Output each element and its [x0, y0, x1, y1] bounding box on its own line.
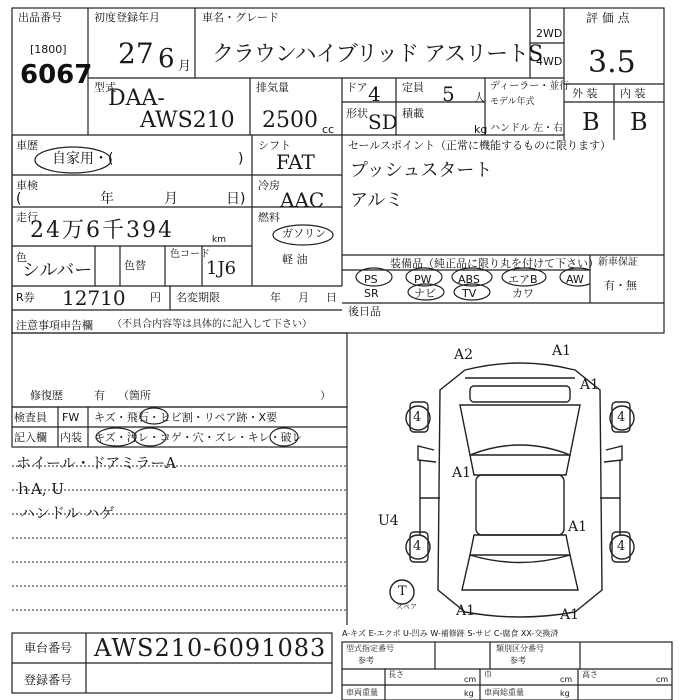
shift-label: シフト	[258, 139, 291, 152]
car-body-outline	[438, 363, 602, 617]
exterior-label: 外 装	[572, 87, 598, 100]
repair-part: （箇所	[118, 389, 151, 402]
fw-items: キズ・飛石・ヒビ割・リペア跡・X要	[94, 411, 278, 424]
lot-code: [1800]	[30, 43, 67, 56]
notes-hint: （不具合内容等は具体的に記入して下さい）	[112, 319, 312, 330]
name-change-label: 名変期限	[176, 291, 220, 304]
recycle-label: R券	[16, 291, 35, 304]
history-label: 車歴	[16, 139, 38, 152]
type-value-2: AWS210	[140, 108, 235, 133]
width-unit: cm	[560, 675, 573, 684]
ac-value: AAC	[280, 188, 325, 212]
name-change-month: 月	[298, 291, 309, 304]
capacity-value: 5	[442, 82, 455, 106]
height-unit: cm	[656, 675, 669, 684]
inspection-month: 月	[164, 191, 178, 207]
equip-airbag: エアB	[508, 273, 538, 286]
model-name: クラウンハイブリッド アスリートS	[212, 42, 543, 67]
height-label: 高さ	[582, 670, 598, 679]
first-reg-year: 27	[118, 37, 154, 70]
damage-legend: A-キズ E-エクボ U-凹み W-補修跡 S-サビ C-腐食 XX-交換済	[342, 629, 559, 638]
dealer-label: ディーラー・並行	[490, 81, 570, 92]
equipment-label: 装備品（純正品に限り丸を付けて下さい）	[390, 257, 599, 270]
int-items: キズ・汚レ・コゲ・穴・ズレ・キレ・破レ	[94, 431, 303, 444]
reg-label: 登録番号	[24, 673, 73, 687]
equip-sr: SR	[364, 287, 379, 300]
int-label: 内装	[60, 431, 82, 444]
damage-mark-4: A1	[452, 465, 472, 481]
vin-label: 車台番号	[24, 641, 73, 655]
equip-abs: ABS	[458, 273, 480, 286]
shape-label: 形状	[346, 107, 368, 120]
spare-sub: スペア	[396, 603, 417, 611]
equip-ps: PS	[364, 273, 378, 286]
tire-label-fr: 4	[617, 410, 626, 425]
equip-tv: TV	[462, 287, 477, 300]
history-close: )	[238, 151, 244, 167]
tire-label-rl: 4	[413, 539, 422, 554]
remark-1: ホイール・ドアミラーA	[16, 454, 177, 472]
remark-2: ｈA, U	[16, 480, 65, 498]
total-weight-unit: kg	[560, 689, 570, 698]
capacity-label: 定員	[402, 81, 424, 94]
damage-mark-6: A1	[568, 519, 588, 535]
load-label: 積載	[402, 107, 424, 120]
equip-pw: PW	[414, 273, 432, 286]
wheel-markers	[410, 402, 630, 562]
lot-number: 6067	[20, 60, 93, 90]
displacement-unit: cc	[322, 123, 335, 136]
sales-line-1: プッシュスタート	[350, 160, 493, 181]
inspection-label: 車検	[16, 179, 38, 192]
damage-mark-2: A1	[552, 343, 572, 359]
drive-2wd: 2WD	[536, 27, 563, 40]
exterior-grade: B	[582, 108, 600, 136]
car-damage-diagram	[370, 347, 670, 630]
name-change-day: 日	[326, 291, 337, 304]
repair-value: 有	[94, 389, 105, 402]
total-weight-label: 車両総重量	[484, 688, 524, 697]
door-label: ドア	[346, 81, 368, 94]
type-label: 型式	[94, 81, 116, 94]
fuel-light: 軽 油	[282, 253, 308, 266]
damage-mark-3: A1	[580, 377, 600, 393]
interior-label: 内 装	[620, 87, 646, 100]
tire-label-rr: 4	[617, 539, 626, 554]
inspection-open: (	[16, 191, 22, 207]
model-label: 車名・グレード	[202, 11, 279, 24]
new-car-value: 有・無	[604, 279, 637, 292]
equip-aw: AW	[566, 273, 584, 286]
fw-label: FW	[62, 411, 80, 424]
damage-mark-8: A1	[560, 607, 580, 623]
damage-mark-1: A2	[454, 347, 474, 363]
equip-leather: カワ	[512, 287, 534, 300]
inspector-circles	[88, 404, 348, 448]
capacity-unit: 人	[474, 91, 485, 104]
type-value-1: DAA-	[108, 86, 165, 111]
sales-label: セールスポイント（正常に機能するものに限ります）	[348, 139, 612, 152]
interior-grade: B	[630, 108, 648, 136]
vin-value: AWS210-6091083	[94, 634, 327, 662]
first-reg-month-unit: 月	[178, 59, 192, 74]
mileage-unit: km	[212, 235, 226, 245]
history-value: 自家用・(	[52, 151, 114, 167]
weight-unit: kg	[464, 689, 474, 698]
ac-label: 冷房	[258, 179, 280, 192]
mileage-label: 走行	[16, 211, 38, 224]
new-car-label: 新車保証	[598, 257, 638, 268]
cert-ref-2: 参考	[510, 656, 526, 665]
color-change-label: 色替	[124, 259, 146, 272]
notes-label: 注意事項申告欄	[16, 319, 93, 332]
damage-mark-5: U4	[378, 513, 399, 529]
width-label: 巾	[484, 670, 492, 679]
model-year-label: モデル年式	[490, 97, 535, 107]
repair-close: ）	[320, 389, 331, 402]
displacement-value: 2500	[262, 108, 318, 133]
spare-label: T	[398, 584, 407, 599]
first-reg-label: 初度登録年月	[94, 11, 160, 24]
cert-label-2: 類別区分番号	[496, 644, 544, 653]
score-label: 評 価 点	[586, 11, 630, 25]
shape-value: SD	[368, 110, 398, 134]
cert-label-1: 型式指定番号	[346, 644, 394, 653]
length-label: 長さ	[388, 670, 404, 679]
remark-3: ハンドル ハゲ	[20, 504, 115, 522]
handle-label: ハンドル 左・右	[490, 123, 564, 134]
repair-label: 修復歴	[30, 389, 63, 402]
recycle-value: 12710	[62, 286, 126, 310]
damage-mark-7: A1	[456, 603, 476, 619]
displacement-label: 排気量	[256, 81, 289, 94]
mileage-value: 24万6千394	[30, 218, 174, 243]
recycle-unit: 円	[150, 291, 161, 304]
cert-ref-1: 参考	[358, 656, 374, 665]
color-code-label: 色コード	[170, 249, 210, 260]
inspector-label-2: 記入欄	[14, 431, 47, 444]
weight-label: 車両重量	[346, 688, 378, 697]
shift-value: FAT	[276, 150, 315, 174]
door-value: 4	[368, 82, 381, 106]
fuel-label: 燃料	[258, 211, 280, 224]
fuel-value: ガソリン	[282, 227, 326, 240]
inspection-year: 年	[100, 191, 114, 207]
first-reg-month: 6	[158, 44, 175, 74]
drive-4wd: 4WD	[536, 55, 563, 68]
load-unit: kg	[474, 123, 488, 136]
color-code-value: 1J6	[206, 258, 237, 279]
color-value: シルバー	[22, 260, 93, 281]
tire-label-fl: 4	[413, 410, 422, 425]
lot-no-label: 出品番号	[18, 11, 62, 24]
name-change-year: 年	[270, 291, 281, 304]
color-label: 色	[16, 251, 27, 264]
equip-navi: ナビ	[414, 287, 436, 300]
inspection-day: 日)	[226, 191, 246, 207]
score-value: 3.5	[588, 45, 636, 80]
equipment-circles	[346, 264, 590, 304]
aftermarket-label: 後日品	[348, 305, 381, 318]
length-unit: cm	[464, 675, 477, 684]
inspector-label-1: 検査員	[14, 411, 47, 424]
sales-line-2: アルミ	[350, 190, 404, 211]
